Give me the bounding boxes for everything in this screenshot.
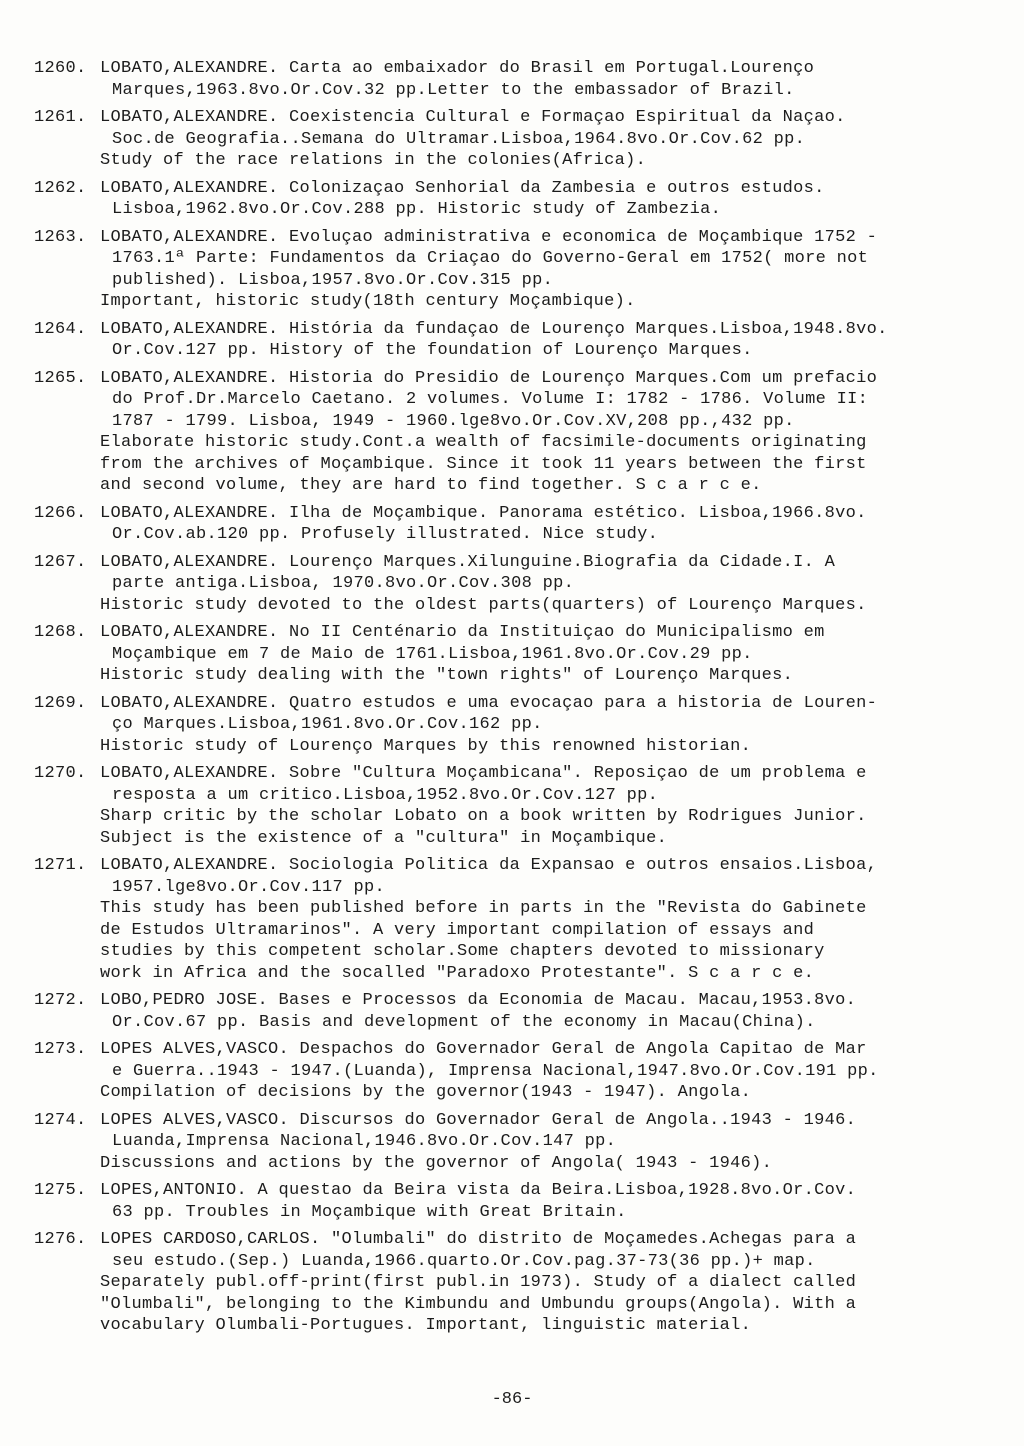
entry-line: LOBATO,ALEXANDRE. História da fundaçao de Lourenço Marques.Lisboa,1948.8vo. bbox=[100, 319, 888, 339]
catalogue-entry bbox=[34, 1039, 994, 1104]
entry-line: 63 pp. Troubles in Moçambique with Great Britain. bbox=[112, 1202, 627, 1222]
entry-line: Historic study of Lourenço Marques by this renowned historian. bbox=[100, 736, 752, 756]
entry-number: 1261. bbox=[34, 108, 87, 127]
entry-text bbox=[100, 622, 994, 687]
entry-line: LOBATO,ALEXANDRE. Colonizaçao Senhorial da Zambesia e outros estudos. bbox=[100, 178, 825, 198]
entry-line: "Olumbali", belonging to the Kimbundu and Umbundu groups(Angola). With a bbox=[100, 1294, 857, 1314]
catalogue-entry bbox=[34, 693, 994, 758]
entry-line: Marques,1963.8vo.Or.Cov.32 pp.Letter to the embassador of Brazil. bbox=[112, 80, 795, 100]
entry-line: resposta a um critico.Lisboa,1952.8vo.Or.Cov.127 pp. bbox=[112, 785, 659, 805]
entry-text bbox=[100, 763, 994, 849]
entry-text bbox=[100, 990, 994, 1033]
entry-line: Study of the race relations in the colonies(Africa). bbox=[100, 151, 647, 170]
catalogue-entry bbox=[34, 368, 994, 497]
entry-line: LOBATO,ALEXANDRE. Sociologia Politica da Expansao e outros ensaios.Lisboa, bbox=[100, 856, 878, 875]
entry-line: Luanda,Imprensa Nacional,1946.8vo.Or.Cov.147 pp. bbox=[112, 1132, 617, 1151]
entry-line: Or.Cov.127 pp. History of the foundation of Lourenço Marques. bbox=[112, 341, 753, 360]
entry-number: 1260. bbox=[34, 59, 87, 78]
catalogue-entry bbox=[34, 552, 994, 617]
catalogue-entry bbox=[34, 1110, 994, 1175]
entry-text bbox=[100, 319, 994, 362]
entry-line: LOPES,ANTONIO. A questao da Beira vista da Beira.Lisboa,1928.8vo.Or.Cov. bbox=[100, 1181, 857, 1200]
entry-text bbox=[100, 855, 994, 984]
entry-line: Subject is the existence of a "cultura" in Moçambique. bbox=[100, 828, 668, 848]
catalogue-entry bbox=[34, 1229, 994, 1337]
catalogue-entry bbox=[34, 855, 994, 984]
entry-line: parte antiga.Lisboa, 1970.8vo.Or.Cov.308 pp. bbox=[112, 574, 575, 593]
entry-line: Or.Cov.ab.120 pp. Profusely illustrated. Nice study. bbox=[112, 525, 659, 544]
entry-number: 1268. bbox=[34, 623, 87, 642]
entry-text bbox=[100, 1180, 994, 1223]
entry-list bbox=[34, 58, 994, 1343]
entry-line: LOBATO,ALEXANDRE. Sobre "Cultura Moçambicana". Reposiçao de um problema e bbox=[100, 764, 867, 783]
entry-line: LOBATO,ALEXANDRE. Historia do Presidio de Lourenço Marques.Com um prefacio bbox=[100, 368, 878, 388]
catalogue-entry bbox=[34, 1180, 994, 1223]
entry-line: This study has been published before in parts in the "Revista do Gabinete bbox=[100, 899, 867, 918]
entry-text bbox=[100, 178, 994, 221]
entry-line: Soc.de Geografia..Semana do Ultramar.Lisboa,1964.8vo.Or.Cov.62 pp. bbox=[112, 129, 806, 149]
entry-line: published). Lisboa,1957.8vo.Or.Cov.315 pp. bbox=[112, 270, 554, 290]
entry-text bbox=[100, 552, 994, 617]
entry-line: de Estudos Ultramarinos". A very important compilation of essays and bbox=[100, 920, 815, 940]
entry-line: 1787 - 1799. Lisboa, 1949 - 1960.lge8vo.Or.Cov.XV,208 pp.,432 pp. bbox=[112, 411, 795, 431]
entry-line: Elaborate historic study.Cont.a wealth of facsimile-documents originating bbox=[100, 433, 867, 452]
entry-line: Moçambique em 7 de Maio de 1761.Lisboa,1961.8vo.Or.Cov.29 pp. bbox=[112, 644, 753, 664]
entry-text bbox=[100, 107, 994, 172]
entry-line: Lisboa,1962.8vo.Or.Cov.288 pp. Historic study of Zambezia. bbox=[112, 200, 722, 219]
entry-line: LOBATO,ALEXANDRE. Ilha de Moçambique. Panorama estético. Lisboa,1966.8vo. bbox=[100, 503, 867, 523]
entry-line: e Guerra..1943 - 1947.(Luanda), Imprensa Nacional,1947.8vo.Or.Cov.191 pp. bbox=[112, 1061, 879, 1081]
entry-line: vocabulary Olumbali-Portugues. Important, linguistic material. bbox=[100, 1316, 752, 1335]
entry-number: 1263. bbox=[34, 227, 87, 247]
entry-line: Sharp critic by the scholar Lobato on a book written by Rodrigues Junior. bbox=[100, 807, 867, 826]
entry-number: 1275. bbox=[34, 1181, 87, 1200]
catalogue-entry bbox=[34, 319, 994, 362]
entry-number: 1270. bbox=[34, 764, 87, 783]
entry-line: Important, historic study(18th century Moçambique). bbox=[100, 292, 636, 311]
entry-line: LOPES ALVES,VASCO. Despachos do Governador Geral de Angola Capitao de Mar bbox=[100, 1040, 867, 1059]
entry-line: work in Africa and the socalled "Paradoxo Protestante". S c a r c e. bbox=[100, 963, 815, 983]
entry-line: ço Marques.Lisboa,1961.8vo.Or.Cov.162 pp. bbox=[112, 715, 543, 734]
entry-number: 1265. bbox=[34, 368, 87, 388]
entry-line: and second volume, they are hard to find together. S c a r c e. bbox=[100, 476, 762, 495]
entry-number: 1267. bbox=[34, 552, 87, 572]
entry-text bbox=[100, 1039, 994, 1104]
entry-text bbox=[100, 1110, 994, 1175]
catalogue-entry bbox=[34, 58, 994, 101]
entry-number: 1273. bbox=[34, 1040, 87, 1059]
catalogue-entry bbox=[34, 503, 994, 546]
catalogue-entry bbox=[34, 763, 994, 849]
entry-number: 1271. bbox=[34, 856, 87, 875]
entry-line: seu estudo.(Sep.) Luanda,1966.quarto.Or.Cov.pag.37-73(36 pp.)+ map. bbox=[112, 1251, 816, 1271]
entry-text bbox=[100, 693, 994, 758]
entry-line: LOBATO,ALEXANDRE. Evoluçao administrativa e economica de Moçambique 1752 - bbox=[100, 227, 878, 247]
entry-number: 1262. bbox=[34, 178, 87, 198]
entry-line: LOBATO,ALEXANDRE. No II Centénario da Instituiçao do Municipalismo em bbox=[100, 623, 825, 642]
catalogue-entry bbox=[34, 178, 994, 221]
entry-line: LOPES ALVES,VASCO. Discursos do Governador Geral de Angola..1943 - 1946. bbox=[100, 1110, 857, 1130]
entry-number: 1264. bbox=[34, 319, 87, 339]
entry-line: LOBO,PEDRO JOSE. Bases e Processos da Economia de Macau. Macau,1953.8vo. bbox=[100, 991, 857, 1010]
entry-line: Historic study devoted to the oldest parts(quarters) of Lourenço Marques. bbox=[100, 595, 867, 615]
entry-line: LOPES CARDOSO,CARLOS. "Olumbali" do distrito de Moçamedes.Achegas para a bbox=[100, 1230, 857, 1249]
entry-line: LOBATO,ALEXANDRE. Coexistencia Cultural e Formaçao Espiritual da Naçao. bbox=[100, 108, 846, 127]
entry-number: 1276. bbox=[34, 1230, 87, 1249]
entry-number: 1266. bbox=[34, 503, 87, 523]
entry-text bbox=[100, 227, 994, 313]
entry-number: 1269. bbox=[34, 693, 87, 713]
entry-line: Or.Cov.67 pp. Basis and development of the economy in Macau(China). bbox=[112, 1012, 816, 1032]
entry-line: Compilation of decisions by the governor(1943 - 1947). Angola. bbox=[100, 1083, 752, 1102]
catalogue-entry bbox=[34, 622, 994, 687]
entry-line: 1763.1ª Parte: Fundamentos da Criaçao do Governo-Geral em 1752( more not bbox=[112, 249, 869, 268]
entry-line: Discussions and actions by the governor of Angola( 1943 - 1946). bbox=[100, 1153, 773, 1173]
entry-text bbox=[100, 58, 994, 101]
entry-line: LOBATO,ALEXANDRE. Carta ao embaixador do Brasil em Portugal.Lourenço bbox=[100, 59, 815, 78]
entry-line: 1957.lge8vo.Or.Cov.117 pp. bbox=[112, 877, 386, 897]
entry-line: from the archives of Moçambique. Since it took 11 years between the first bbox=[100, 454, 867, 474]
entry-line: Historic study dealing with the "town rights" of Lourenço Marques. bbox=[100, 666, 794, 685]
entry-text bbox=[100, 503, 994, 546]
catalogue-entry bbox=[34, 227, 994, 313]
catalogue-entry bbox=[34, 990, 994, 1033]
entry-text bbox=[100, 368, 994, 497]
entry-number: 1272. bbox=[34, 991, 87, 1010]
entry-line: LOBATO,ALEXANDRE. Lourenço Marques.Xilunguine.Biografia da Cidade.I. A bbox=[100, 552, 836, 572]
entry-line: studies by this competent scholar.Some chapters devoted to missionary bbox=[100, 942, 825, 961]
entry-line: do Prof.Dr.Marcelo Caetano. 2 volumes. Volume I: 1782 - 1786. Volume II: bbox=[112, 390, 869, 409]
page-number: -86- bbox=[491, 1390, 533, 1409]
entry-number: 1274. bbox=[34, 1110, 87, 1130]
entry-line: Separately publ.off-print(first publ.in 1973). Study of a dialect called bbox=[100, 1273, 857, 1292]
entry-text bbox=[100, 1229, 994, 1337]
entry-line: LOBATO,ALEXANDRE. Quatro estudos e uma evocaçao para a historia de Louren- bbox=[100, 693, 878, 713]
catalogue-entry bbox=[34, 107, 994, 172]
